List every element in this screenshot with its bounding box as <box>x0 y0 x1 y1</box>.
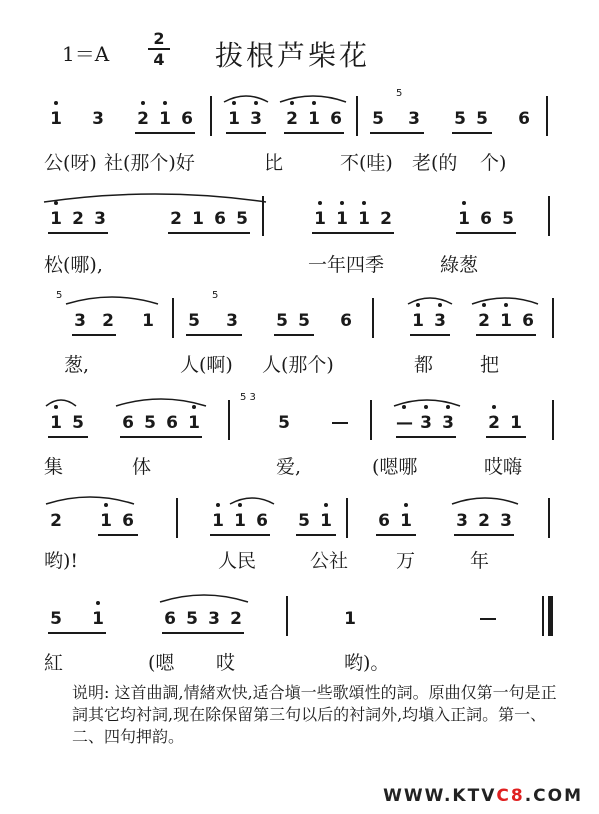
beam <box>486 436 526 438</box>
beam <box>48 632 106 634</box>
music-system-3 <box>40 290 565 346</box>
note: 5 <box>476 109 488 129</box>
note: 1 <box>142 311 154 331</box>
lyric: 社(那个)好 <box>104 152 195 174</box>
note: 3 <box>440 412 456 434</box>
beam <box>284 132 344 134</box>
note: 5 <box>298 511 310 531</box>
lyric: 体 <box>132 456 152 478</box>
song-title: 拔根芦柴花 <box>215 39 371 72</box>
barline <box>228 400 230 440</box>
beam <box>410 334 450 336</box>
lyric: 人(那个) <box>262 354 334 376</box>
lyric: 紅 <box>44 652 64 674</box>
note: 1 <box>90 608 106 630</box>
slur <box>64 292 160 306</box>
note: 1 <box>306 108 322 130</box>
beam <box>48 232 108 234</box>
slur <box>42 190 268 204</box>
music-system-5 <box>40 506 565 546</box>
note: 6 <box>340 311 352 331</box>
slur <box>406 292 454 306</box>
beam <box>296 534 336 536</box>
beam <box>452 132 492 134</box>
beam <box>120 436 202 438</box>
lyric: 綠葱 <box>440 254 479 276</box>
slur <box>228 492 276 506</box>
note: 1 <box>48 108 64 130</box>
note: 6 <box>122 511 134 531</box>
time-signature <box>148 30 170 68</box>
note: 1 <box>510 413 522 433</box>
slur <box>158 590 250 604</box>
beam <box>135 132 195 134</box>
note: 2 <box>230 609 242 629</box>
lyric: 把 <box>480 354 500 376</box>
note: 6 <box>122 413 134 433</box>
note: 1 <box>210 510 226 532</box>
music-system-4 <box>40 392 565 448</box>
music-system-2 <box>40 204 565 244</box>
beam <box>48 436 88 438</box>
note: 2 <box>135 108 151 130</box>
dash <box>332 422 348 424</box>
note: 3 <box>92 109 104 129</box>
note: 5 <box>372 109 384 129</box>
note: 1 <box>498 310 514 332</box>
beam <box>226 132 266 134</box>
note: 3 <box>94 209 106 229</box>
note: 1 <box>456 208 472 230</box>
note: 5 <box>186 609 198 629</box>
note: 1 <box>398 510 414 532</box>
note: 2 <box>380 209 392 229</box>
note: 6 <box>330 109 342 129</box>
watermark-part: C8 <box>496 786 525 806</box>
barline <box>548 498 550 538</box>
note: 1 <box>186 412 202 434</box>
lyric: (嗯哪 <box>372 456 418 478</box>
note: 5 <box>298 311 310 331</box>
note: 1 <box>356 208 372 230</box>
note: 2 <box>102 311 114 331</box>
note: 6 <box>256 511 268 531</box>
explanation-note: 说明: 这首曲調,情緒欢快,适合塡一些歌頌性的詞。原曲仅第一句是正詞其它均衬詞,现在除保留第三句以后的衬詞外,均塡入正詞。第一、二、四句押韵。 <box>72 683 557 746</box>
beam <box>274 334 314 336</box>
lyric: 人民 <box>218 550 257 572</box>
note: 1 <box>48 412 64 434</box>
note: 6 <box>166 413 178 433</box>
note: 3 <box>456 511 468 531</box>
note: 6 <box>164 609 176 629</box>
lyric: 不(哇) <box>340 152 393 174</box>
note: 1 <box>48 208 64 230</box>
note: 3 <box>500 511 512 531</box>
lyric: 老(的 <box>412 152 458 174</box>
note: 2 <box>50 511 62 531</box>
barline <box>286 596 288 636</box>
note: 5 <box>502 209 514 229</box>
grace-note: 5 <box>212 290 219 301</box>
watermark <box>383 786 583 806</box>
note: 1 <box>318 510 334 532</box>
lyric: 松(哪), <box>44 254 103 276</box>
time-signature-bottom: 4 <box>153 50 165 69</box>
final-barline-thin <box>542 596 544 636</box>
note: 1 <box>334 208 350 230</box>
beam <box>476 334 536 336</box>
beam <box>72 334 116 336</box>
note: 2 <box>486 412 502 434</box>
note: 1 <box>232 510 248 532</box>
note: 3 <box>226 311 238 331</box>
lyric: 公(呀) <box>44 152 97 174</box>
note: 5 <box>188 311 200 331</box>
slur <box>44 394 78 408</box>
note: — <box>396 412 412 434</box>
barline <box>370 400 372 440</box>
note: 6 <box>214 209 226 229</box>
note: 3 <box>418 412 434 434</box>
beam <box>370 132 424 134</box>
grace-note: 5 <box>396 88 403 99</box>
barline <box>172 298 174 338</box>
note: 3 <box>408 109 420 129</box>
note: 5 <box>236 209 248 229</box>
note: 1 <box>157 108 173 130</box>
music-system-1 <box>40 88 565 144</box>
beam <box>98 534 138 536</box>
note: 2 <box>476 310 492 332</box>
note: 6 <box>181 109 193 129</box>
beam <box>186 334 242 336</box>
slur <box>222 90 270 104</box>
note: 5 <box>276 311 288 331</box>
note: 5 <box>454 109 466 129</box>
lyric: 万 <box>396 550 416 572</box>
watermark-part: WWW.KTV <box>383 786 497 806</box>
lyric: (嗯 <box>148 652 175 674</box>
barline <box>546 96 548 136</box>
slur <box>450 492 520 506</box>
barline <box>372 298 374 338</box>
lyric: 人(啊) <box>180 354 233 376</box>
beam <box>376 534 416 536</box>
lyric: 都 <box>414 354 434 376</box>
note: 1 <box>410 310 426 332</box>
dash <box>480 618 496 620</box>
beam <box>396 436 456 438</box>
lyric: 葱, <box>64 354 90 376</box>
note: 3 <box>248 108 264 130</box>
barline <box>210 96 212 136</box>
key-signature: 1＝A <box>62 42 110 66</box>
note: 5 <box>72 413 84 433</box>
beam <box>454 534 514 536</box>
lyric: 集 <box>44 456 64 478</box>
lyric: 比 <box>264 152 284 174</box>
barline <box>552 298 554 338</box>
note: 5 <box>278 413 290 433</box>
note: 6 <box>378 511 390 531</box>
note: 1 <box>98 510 114 532</box>
note: 3 <box>208 609 220 629</box>
note: 2 <box>72 209 84 229</box>
note: 6 <box>518 109 530 129</box>
grace-note: 5 <box>56 290 63 301</box>
lyric: 哎 <box>216 652 236 674</box>
barline <box>262 196 264 236</box>
note: 1 <box>226 108 242 130</box>
barline <box>176 498 178 538</box>
note: 1 <box>312 208 328 230</box>
beam <box>210 534 270 536</box>
barline <box>356 96 358 136</box>
note: 5 <box>144 413 156 433</box>
time-signature-top: 2 <box>153 29 165 48</box>
barline <box>552 400 554 440</box>
lyric: 年 <box>470 550 490 572</box>
beam <box>312 232 394 234</box>
beam <box>168 232 250 234</box>
note: 6 <box>522 311 534 331</box>
lyric: 一年四季 <box>308 254 385 276</box>
lyric: 公社 <box>310 550 349 572</box>
lyric: 哎嗨 <box>484 456 523 478</box>
lyric: 爱, <box>276 456 302 478</box>
slur <box>44 492 136 506</box>
note: 6 <box>480 209 492 229</box>
music-system-6 <box>40 604 565 644</box>
grace-note: 5 3 <box>240 392 256 403</box>
note: 1 <box>344 609 356 629</box>
lyric: 哟)! <box>44 550 79 572</box>
note: 5 <box>50 609 62 629</box>
barline <box>548 196 550 236</box>
final-barline-thick <box>548 596 553 636</box>
note: 2 <box>170 209 182 229</box>
barline <box>346 498 348 538</box>
note: 2 <box>478 511 490 531</box>
note: 3 <box>74 311 86 331</box>
note: 1 <box>192 209 204 229</box>
beam <box>162 632 244 634</box>
lyric: 个) <box>480 152 507 174</box>
lyric: 哟)。 <box>344 652 390 674</box>
note: 2 <box>284 108 300 130</box>
note: 3 <box>432 310 448 332</box>
beam <box>456 232 516 234</box>
watermark-part: .COM <box>524 786 583 806</box>
